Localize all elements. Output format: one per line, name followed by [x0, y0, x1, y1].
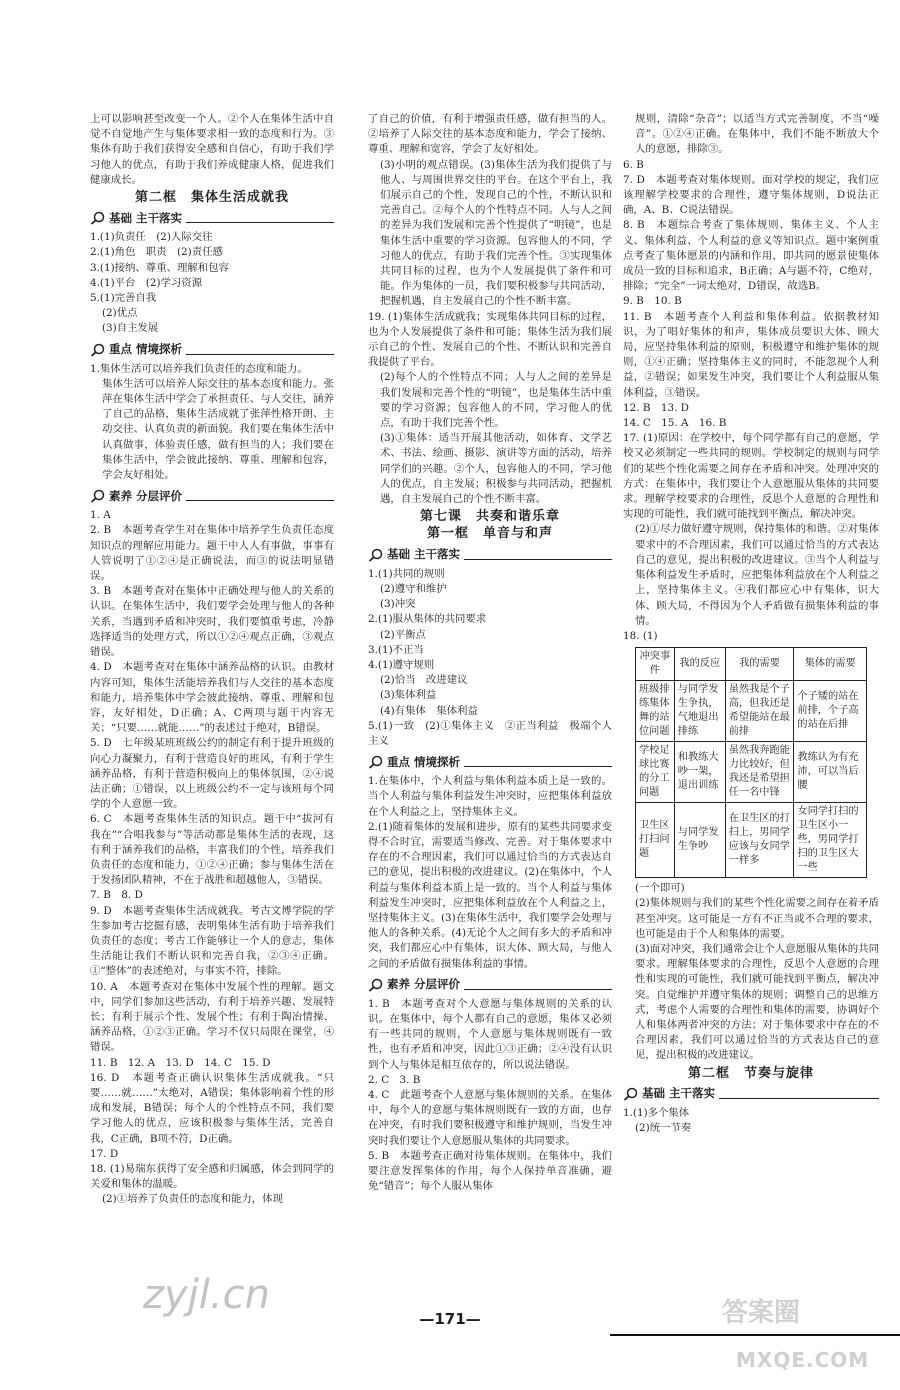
section-header-eval [368, 976, 612, 994]
list-item: 2. C 3. B [368, 1073, 421, 1086]
column-left [90, 112, 334, 1208]
list-item: 3. B 本题考查对在集体中正确处理与他人的关系的认识。在集体生活中，我们要学会处理与他人的各种关系，当遇到矛盾和冲突时，我们要慎重考虑，冷静选择适当的处理方式，所以①②④观点正确，③观点错误。 [90, 585, 334, 659]
list-item: 12. B 13. D [623, 401, 690, 414]
table-cell: 虽然我是个子高，但我还是希望能站在最前排 [725, 681, 794, 742]
list-item: (2)恰当 改进建议 [380, 674, 468, 687]
table-row [636, 803, 867, 878]
list-item: 9. B 10. B [623, 295, 682, 308]
section-label: 基础 主干落实 [642, 1086, 716, 1101]
table-cell: 女同学打扫的卫生区小一些，男同学打扫的卫生区大一些 [794, 803, 867, 878]
list-item: (2)每个人的个性特点不同；人与人之间的差异是我们发展和完善个性的“明镜”，也是集体生活中重要的学习资源；包容他人的不同，学习他人的优点，有助于我们完善个性。 [380, 371, 612, 430]
table-header: 我的反应 [674, 648, 725, 681]
section-label: 重点 情境探析 [109, 342, 183, 357]
section-label: 基础 主干落实 [387, 547, 461, 562]
section-header-key [90, 341, 334, 359]
list-item: 1.集体生活可以培养我们负责任的态度和能力。 [90, 362, 308, 375]
paragraph: 规则，清除“杂音”；以适当方式完善制度，不当“噪音”。①②④正确。在集体中，我们不能不断放大个人的意愿，排除③。 [635, 113, 879, 156]
list-item: 10. A 本题考查对在集体中发展个性的理解。题文中，同学们参加这些活动，有利于培养兴趣、发展特长；有利于展示个性、发展个性；有利于陶冶情操、涵养品格，①②③正确。学习不仅只局限在课堂，④错误。 [90, 980, 334, 1054]
list-item: 5.(1)一致 (2)①集体主义 ②正当利益 极端个人主义 [368, 719, 612, 747]
table-cell: 虽然我奔跑能力比较好，但我还是希望担任一名中锋 [725, 742, 794, 803]
list-item: (2)平衡点 [380, 628, 426, 641]
list-item: 8. B 本题综合考查了集体规则、集体主义、个人主义、集体利益、个人利益的意义等知识点。题中案例重点考查了集体愿景的内涵和作用，即共同的愿景使集体成员一致的目标和追求，B正确；A与题不符，C绝对，排除；“完全”一词太绝对，D错误，故选B。 [623, 219, 879, 293]
list-item: 1.(1)多个集体 [623, 1106, 690, 1119]
section-title: 第二框 节奏与旋律 [687, 1065, 814, 1081]
list-item: 18. (1)易瑞东获得了安全感和归属感，体会到同学的关爱和集体的温暖。 [90, 1163, 334, 1191]
footer-rule [610, 1334, 900, 1336]
list-item: 2.(1)角色 职责 (2)责任感 [90, 246, 223, 259]
magnifier-icon [368, 548, 384, 562]
list-item: (4)有集体 集体利益 [380, 704, 478, 717]
unit-title: 第七课 共奏和谐乐章 [419, 509, 560, 525]
paragraph: 了自己的价值，有利于增强责任感，做有担当的人。②培养了人际交往的基本态度和能力，学会了接纳、尊重、理解和宽容，学会了友好相处。 [368, 113, 612, 156]
list-item: 集体生活可以培养人际交往的基本态度和能力。张萍在集体生活中学会了承担责任、与人交往，涵养了自己的品格，集体生活成就了张萍性格开朗、主动交往、认真负责的新面貌。我们要在集体生活中认真做事，体验责任感，做有担当的人；我们要在集体生活中，学会彼此接纳、尊重、理解和包容，学会友好相处。 [102, 377, 334, 482]
section-header-basic [623, 1085, 879, 1103]
magnifier-icon [90, 211, 106, 225]
table-header: 冲突事件 [636, 648, 675, 681]
list-item: 5. B 本题考查正确对待集体规则。在集体中，我们要注意发挥集体的作用，每个人保持单音准确，避免“错音”；每个人服从集体 [368, 1149, 612, 1193]
list-item: 1.在集体中，个人利益与集体利益本质上是一致的。当个人利益与集体利益发生冲突时，应把集体利益放在个人利益之上，坚持集体主义。 [368, 775, 612, 818]
magnifier-icon [90, 489, 106, 503]
table-header: 集体的需要 [794, 648, 867, 681]
section-title: 第一框 单音与和声 [426, 526, 553, 542]
list-item: 17. D [90, 1147, 119, 1160]
table-header-row [636, 648, 867, 681]
list-item: 6. C 本题考查集体生活的知识点。题干中“拔河有我在”“合唱我参与”等活动都是集体生活的表现，这有利于涵养我们的品格，丰富我们的个性，培养我们负责任的态度和能力，①②④正确；参与集体生活在于发扬团队精神，不在于战胜和超越他人，③错误。 [90, 813, 334, 887]
table-cell: 卫生区打扫问题 [636, 803, 675, 878]
list-item: 16. D 本题考查正确认识集体生活成就我。“只要……就……”太绝对，A错误；集体影响着个性的形成和发展，B错误；每个人的个性特点不同，我们要学习他人的优点，应该积极参与集体生活，完善自我，C正确，B项不符，D正确。 [90, 1071, 334, 1145]
section-header-basic [368, 546, 612, 564]
list-item: 1.(1)负责任 (2)人际交往 [90, 231, 213, 244]
list-item: 3.(1)不正当 [368, 643, 424, 656]
list-item: (一个即可) [635, 882, 685, 895]
column-right [623, 112, 879, 1136]
list-item: 6. B [623, 158, 644, 171]
watermark-right-top: 答案圈 [722, 1298, 801, 1328]
list-item: 4. D 本题考查对在集体中涵养品格的认识。由教材内容可知，集体生活能培养我们与人交往的基本态度和能力，培养集体中学会彼此接纳、尊重、理解和包容，友好相处，D正确；A、C两项与题干内容无关；“只要……就能……”的表述过于绝对，B错误。 [90, 661, 334, 735]
list-item: 7. D 本题考查对集体规则。面对学校的规定，我们应该理解学校要求的合理性，遵守集体规则，D说法正确，A、B、C说法错误。 [623, 173, 879, 217]
section-title: 第二框 集体生活成就我 [134, 190, 289, 206]
list-item: (2)统一节奏 [635, 1121, 692, 1134]
list-item: (3)自主发展 [102, 322, 159, 335]
table-cell: 班级排练集体舞的站位问题 [636, 681, 675, 742]
list-item: 2.(1)随着集体的发展和进步，原有的某些共同要求变得不合时宜，需要适当修改、完善。对于集体要求中存在的不合理因素，我们可以通过恰当的方式表达自己的意见，提出积极的改进建议。(2)在集体中，个人利益与集体利益本质上是一致的。当个人利益与集体利益发生冲突时，应把集体利益放在个人利益之上，坚持集体主义。(3)在集体生活中，我们要学会处理与他人的各种关系。(4)无论个人之间有多大的矛盾和冲突，我们都应心中有集体，识大体、顾大局，与他人之间的矛盾做有损集体利益的事情。 [368, 820, 612, 970]
table-cell: 个子矮的站在前排，个子高的站在后排 [794, 681, 867, 742]
magnifier-icon [623, 1087, 639, 1101]
table-cell: 与同学发生争执，气地退出排练 [674, 681, 725, 742]
section-label: 素养 分层评价 [109, 488, 183, 503]
section-label: 重点 情境探析 [387, 754, 461, 769]
list-item: (3)①集体：适当开展其他活动，如体育、文学艺术、书法、绘画、摄影、演讲等方面的活动，培养同学们的兴趣。②个人，包容他人的不同，学习他人的优点，自主发展；积极参与共同活动，把握机遇，自主发展自己的个性不断丰富。 [380, 432, 612, 506]
list-item: 11. B 本题考查个人利益和集体利益。依据教材知识，为了唱好集体的和声，集体成员要识大体、顾大局，应坚持集体利益的原则，积极遵守和维护集体的规则，①④正确；坚持集体主义的同时，不能忽视个人利益，②错误；如果发生冲突，我们要让个人利益服从集体利益，③错误。 [623, 310, 879, 399]
list-item: 1.(1)共同的规则 [368, 567, 445, 580]
paragraph: 上可以影响甚至改变一个人。②个人在集体生活中自觉不自觉地产生与集体要求相一致的态度和行为。③集体有助于我们获得安全感和自信心，有助于我们学习他人的优点，有助于我们养成健康人格，促进我们健康成长。 [90, 113, 334, 186]
list-item: (2)集体规则与我们的某些个性化需要之间存在着矛盾甚至冲突。这可能是一方有不正当或不合理的要求，也可能是由于个人和集体的需要。 [635, 897, 879, 940]
table-cell: 教练认为有充沛，可以当后腰 [794, 742, 867, 803]
list-item: 1. A [90, 509, 111, 522]
table-cell: 与同学发生争吵 [674, 803, 725, 878]
table-cell: 在卫生区的打扫上，男同学应该与女同学一样多 [725, 803, 794, 878]
column-middle [368, 112, 612, 1194]
list-item: 17. (1)原因：在学校中，每个同学都有自己的意愿，学校又必须制定一些共同的规则。学校制定的规则与同学们的某些个性化需要之间存在矛盾和冲突。处理冲突的方式：在集体中，我们要让个人意愿服从集体的共同要求。理解学校要求的合理性，反思个人意愿的合理性和实现的可能性，我们就可能找到平衡点，解决冲突。 [623, 432, 879, 521]
table-row [636, 742, 867, 803]
magnifier-icon [368, 978, 384, 992]
table-row [636, 681, 867, 742]
table-cell: 学校足球比赛的分工问题 [636, 742, 675, 803]
watermark-right-bottom: MXQE.COM [736, 1348, 870, 1372]
section-label: 素养 分层评价 [387, 977, 461, 992]
list-item: (3)冲突 [380, 598, 416, 611]
list-item: 9. D 本题考查集体生活成就我。考古文博学院的学生参加考古挖掘有感，表明集体生活有助于培养我们负责任的态度；考古工作能够让一个人的意志，集体生活能让我们不断认识和完善自我，②③④正确。①“整体”的表述绝对，与事实不符，排除。 [90, 904, 334, 978]
list-item: 7. B 8. D [90, 889, 143, 902]
list-item: 11. B 12. A 13. D 14. C 15. D [90, 1056, 271, 1069]
list-item: 1. B 本题考查对个人意愿与集体规则的关系的认识。在集体中，每个人都有自己的意愿，集体又必须有一些共同的规则，个人意愿与集体规则既有一致性，也有矛盾和冲突，因此①③正确；②④没有认识到个人与集体是相互依存的，所以说法错误。 [368, 997, 612, 1071]
list-item: (3)面对冲突，我们通常会让个人意愿服从集体的共同要求。理解集体要求的合理性，反思个人意愿的合理性和实现的可能性，我们就可能找到平衡点，解决冲突。自觉维护并遵守集体的规则；调整自己的思维方式，考虑个人需要的合理性和集体的需要，协调好个人和集体两者冲突的方法；对于集体要求中存在的不合理因素，我们可以通过恰当的方式表达自己的意见，提出积极的改进建议。 [635, 942, 879, 1062]
list-item: 5. D 七年级某班班级公约的制定有利于提升班级的向心力凝聚力，有利于营造良好的班风，有利于学生涵养品格，有利于营造积极向上的集体氛围，②④说法正确；①错误，以上班级公约不一定与该班每个同学的个人意愿一致。 [90, 737, 334, 811]
page-number: —171— [419, 1310, 481, 1328]
section-label: 基础 主干落实 [109, 210, 183, 225]
list-item: 4. C 此题考查个人意愿与集体规则的关系。在集体中，每个人的意愿与集体规则既有一致的方面，也存在冲突，有时我们要积极遵守和维护规则，当发生冲突时我们要让个人意愿服从集体的共同要求。 [368, 1088, 612, 1147]
list-item: 14. C 15. A 16. B [623, 417, 727, 430]
list-item: 2.(1)服从集体的共同要求 [368, 613, 487, 626]
paragraph: (3)小明的观点错误。(3)集体生活为我们提供了与他人、与周围世界交往的平台。在这个平台上，我们展示自己的个性，发现自己的个性，不断认识和完善自己。②每个人的个性特点不同。人与人之间的差异为我们发展和完善个性提供了“明镜”，也是集体生活中重要的学习资源。包容他人的不同，学习他人的优点，有助于我们完善个性。③实现集体共同目标的过程，也为个人发展提供了条件和可能。作为集体的一员，我们要积极参与共同活动，把握机遇，自主发展自己的个性不断丰富。 [380, 158, 612, 308]
list-item: 2. B 本题考查学生对在集体中培养学生负责任态度知识点的理解应用能力。题干中人人有事做，事事有人管说明了①②④是正确说法，而③的说法明显错误。 [90, 524, 334, 583]
table-header: 我的需要 [725, 648, 794, 681]
magnifier-icon [368, 755, 384, 769]
list-item: 4.(1)平台 (2)学习资源 [90, 276, 203, 289]
list-item: (2)①培养了负责任的态度和能力，体现 [102, 1193, 283, 1206]
table-cell: 和教练大吵一架，退出训练 [674, 742, 725, 803]
list-item: 4.(1)遵守规则 [368, 658, 435, 671]
list-item: (2)优点 [102, 307, 138, 320]
list-item: 5.(1)完善自我 [90, 292, 157, 305]
section-header-key [368, 753, 612, 771]
list-item: (2)遵守和维护 [380, 582, 447, 595]
magnifier-icon [90, 343, 106, 357]
list-item: 19. (1)集体生活成就我；实现集体共同目标的过程，也为个人发展提供了条件和可能；集体生活为我们展示自己的个性、发展自己的个性、不断认识和完善自我提供了平台。 [368, 310, 612, 369]
section-header-eval [90, 487, 334, 505]
conflict-table [635, 647, 867, 878]
list-item: (3)集体利益 [380, 689, 437, 702]
list-item: (2)①尽力做好遵守规则，保持集体的和谐。②对集体要求中的不合理因素，我们可以通过恰当的方式表达自己的意见，提出积极的改进建议。③当个人利益与集体利益发生矛盾时，应把集体利益放在个人利益之上，坚持集体主义。④我们都应心中有集体，识大体、顾大局，不得因为个人矛盾做有损集体利益的事情。 [635, 523, 879, 627]
list-item: 18. (1) [623, 629, 658, 642]
watermark-left: zyjl.cn [143, 1272, 270, 1318]
section-header-basic [90, 209, 334, 227]
list-item: 3.(1)接纳、尊重、理解和包容 [90, 261, 229, 274]
